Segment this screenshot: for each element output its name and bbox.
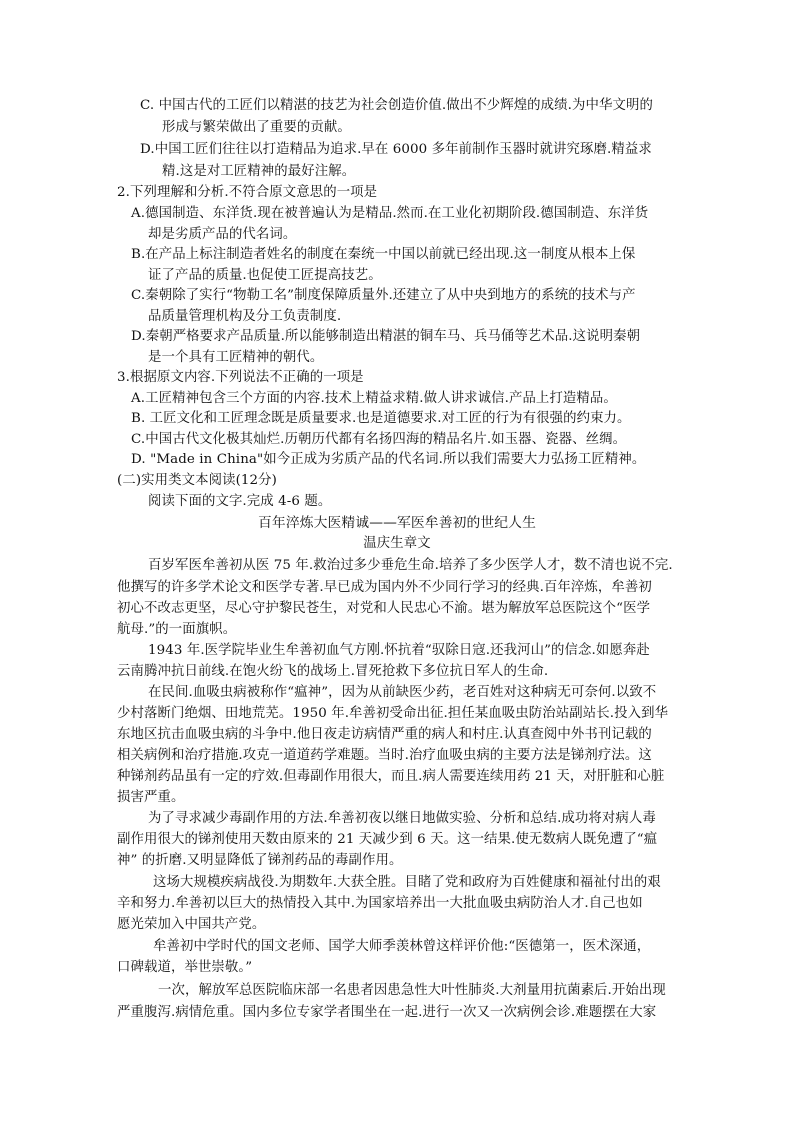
article-paragraph-line: 他撰写的许多学术论文和医学专著.早已成为国内外不少同行学习的经典.百年淬炼，牟善初 bbox=[117, 580, 652, 595]
article-paragraph-line: 口碑载道，举世崇敬。” bbox=[117, 960, 253, 975]
article-paragraph-line: 愿光荣加入中国共产党。 bbox=[117, 917, 266, 932]
q3-option-d: D. "Made in China"如今正成为劣质产品的代名词.所以我们需要大力弘扬工匠精神。 bbox=[131, 452, 646, 467]
article-authors: 温庆生章文 bbox=[363, 536, 431, 551]
article-paragraph-line: 初心不改志更坚，尽心守护黎民苍生，对党和人民忠心不渝。堪为解放军总医院这个“医学 bbox=[117, 601, 651, 616]
article-paragraph-line: 为了寻求减少毒副作用的方法.牟善初夜以继日地做实验、分析和总结.成功将对病人毒 bbox=[148, 811, 656, 826]
article-paragraph-line: 副作用很大的锑剂使用天数由原来的 21 天减少到 6 天。这一结果.使无数病人既免遭了“瘟 bbox=[117, 832, 658, 847]
article-paragraph-line: 云南腾冲抗日前线.在饱火纷飞的战场上.冒死抢救下多位抗日军人的生命. bbox=[117, 664, 549, 679]
q2-option-a-line-2: 却是劣质产品的代名词。 bbox=[148, 227, 297, 242]
option-d-line-1: D.中国工匠们往往以打造精品为追求.早在 6000 多年前制作玉器时就讲究琢磨.精益求 bbox=[140, 142, 652, 157]
option-c-line-1: C. 中国古代的工匠们以精湛的技艺为社会创造价值.做出不少辉煌的成绩.为中华文明的 bbox=[140, 98, 653, 113]
q2-option-b-line-2: 证了产品的质量.也促使工匠提高技艺。 bbox=[148, 268, 382, 283]
reading-instruction: 阅读下面的文字.完成 4-6 题。 bbox=[148, 494, 332, 509]
article-paragraph-line: 相关病例和治疗措施.攻克一道道药学难题。当时.治疗血吸虫病的主要方法是锑剂疗法。这 bbox=[117, 748, 652, 763]
q3-option-b: B. 工匠文化和工匠理念既是质量要求.也是道德要求.对工匠的行为有很强的约束力。 bbox=[131, 411, 631, 426]
article-paragraph-line: 航母.”的一面旗帜。 bbox=[117, 622, 237, 637]
article-paragraph-line: 一次，解放军总医院临床部一名患者因患急性大叶性肺炎.大剂量用抗菌素后.开始出现 bbox=[158, 983, 666, 998]
section-heading: (二)实用类文本阅读(12分) bbox=[117, 473, 277, 488]
article-paragraph-line: 辛和努力.牟善初以巨大的热情投入其中.为国家培养出一大批血吸虫病防治人才.自己也如 bbox=[117, 896, 643, 911]
question-3: 3.根据原文内容.下列说法不正确的一项是 bbox=[117, 370, 364, 385]
q2-option-c-line-2: 品质量管理机构及分工负责制度. bbox=[148, 309, 342, 324]
question-2: 2.下列理解和分析.不符合原文意思的一项是 bbox=[117, 185, 378, 200]
article-paragraph-line: 东地区抗击血吸虫病的斗争中.他日夜走访病情严重的病人和村庄.认真查阅中外书刊记载的 bbox=[117, 727, 652, 742]
q3-option-c: C.中国古代文化极其灿烂.历朝历代都有名扬四海的精品名片.如玉器、瓷器、丝绸。 bbox=[131, 432, 627, 447]
article-paragraph-line: 神” 的折磨.又明显降低了锑剂药品的毒副作用。 bbox=[117, 853, 403, 868]
article-paragraph-line: 这场大规模疾病战役.为期数年.大获全胜。目睹了党和政府为百姓健康和福祉付出的艰 bbox=[153, 875, 661, 890]
q3-option-a: A.工匠精神包含三个方面的内容.技术上精益求精.做人讲求诚信.产品上打造精品。 bbox=[131, 391, 617, 406]
q2-option-a-line-1: A.德国制造、东洋货.现在被普遍认为是精品.然而.在工业化初期阶段.德国制造、东洋货 bbox=[131, 206, 649, 221]
article-paragraph-line: 牟善初中学时代的国文老师、国学大师季羡林曾这样评价他:“医德第一，医术深通， bbox=[153, 939, 651, 954]
q2-option-d-line-2: 是一个具有工匠精神的朝代。 bbox=[148, 350, 324, 365]
option-d-line-2: 精.这是对工匠精神的最好注解。 bbox=[162, 164, 356, 179]
option-c-line-2: 形成与繁荣做出了重要的贡献。 bbox=[162, 120, 351, 135]
article-paragraph-line: 1943 年.医学院毕业生牟善初血气方刚.怀抗着“驭除日寇.还我河山”的信念.如愿奔赴 bbox=[148, 643, 650, 658]
q2-option-d-line-1: D.秦朝严格要求产品质量.所以能够制造出精湛的铜车马、兵马俑等艺术品.这说明秦朝 bbox=[131, 329, 641, 344]
article-paragraph-line: 严重腹泻.病情危重。国内多位专家学者围坐在一起.进行一次又一次病例会诊.难题摆在大家 bbox=[117, 1005, 657, 1020]
q2-option-b-line-1: B.在产品上标注制造者姓名的制度在秦统一中国以前就已经出现.这一制度从根本上保 bbox=[131, 247, 636, 262]
article-title: 百年淬炼大医精诚——军医牟善初的世纪人生 bbox=[258, 515, 536, 531]
q2-option-c-line-1: C.秦朝除了实行“物勒工名”制度保障质量外.还建立了从中央到地方的系统的技术与产 bbox=[131, 288, 636, 303]
article-paragraph-line: 在民间.血吸虫病被称作“瘟神”，因为从前缺医少药，老百姓对这种病无可奈何.以致不 bbox=[148, 685, 657, 700]
article-paragraph-line: 百岁军医牟善初从医 75 年.救治过多少垂危生命.培养了多少医学人才，数不清也说不完. bbox=[148, 558, 673, 573]
article-paragraph-line: 损害严重。 bbox=[117, 790, 185, 805]
article-paragraph-line: 种锑剂药品虽有一定的疗效.但毒副作用很大，而且.病人需要连续用药 21 天，对肝脏和心脏 bbox=[117, 769, 665, 784]
article-paragraph-line: 少村落断门绝烟、田地荒芜。1950 年.牟善初受命出征.担任某血吸虫防治站副站长.投入到华 bbox=[117, 706, 669, 721]
